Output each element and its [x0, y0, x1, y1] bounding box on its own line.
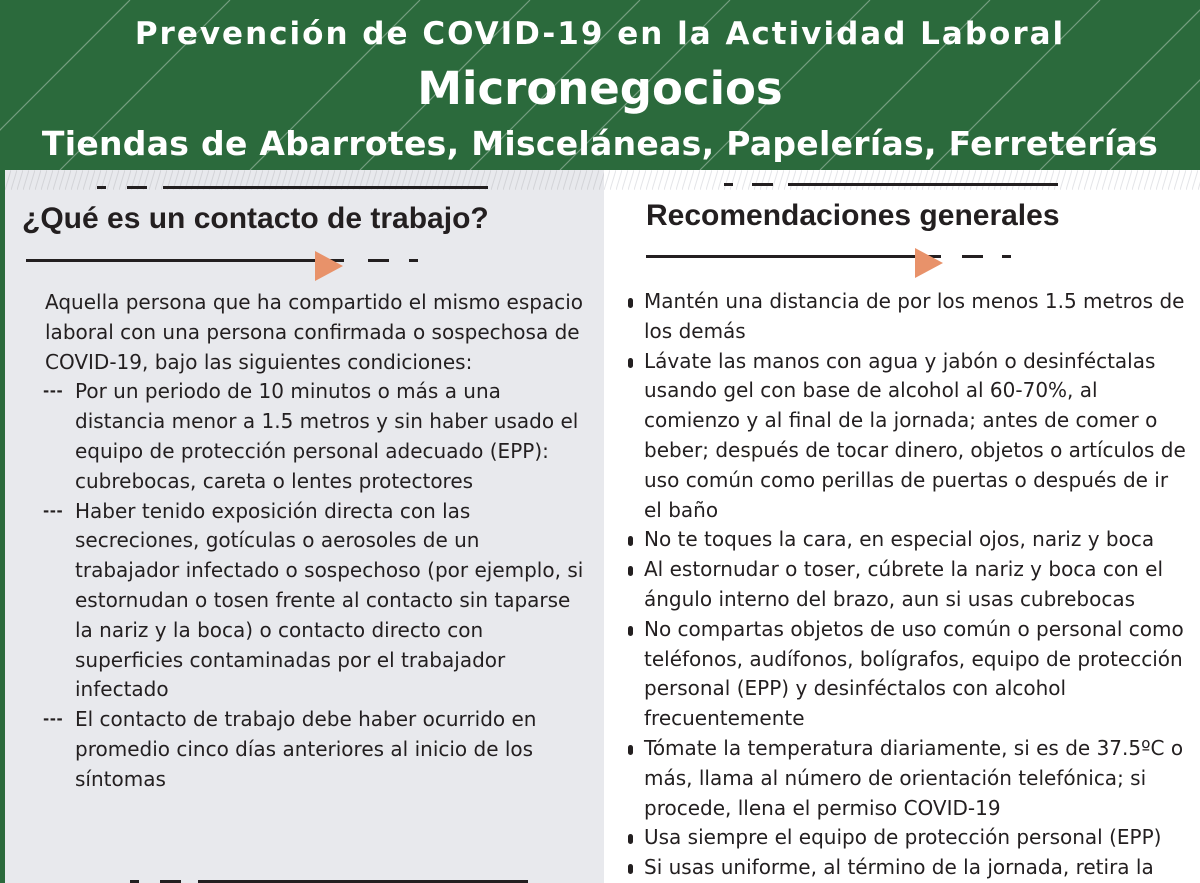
contact-definition-text [45, 288, 590, 795]
dash-decoration [788, 183, 1058, 186]
document-subtitle: Micronegocios [417, 62, 783, 115]
list-item [628, 853, 1188, 883]
list-item [628, 555, 1188, 615]
bullet-icon [628, 745, 633, 755]
bullet-icon [628, 864, 633, 874]
list-item [628, 525, 1188, 555]
list-item [45, 705, 590, 794]
list-item-text: El contacto de trabajo debe haber ocurrido en promedio cinco días anteriores al inicio de los síntomas [75, 707, 537, 791]
header-banner [0, 0, 1200, 170]
dash-decoration [1002, 255, 1011, 258]
list-item [45, 377, 590, 496]
business-types: Tiendas de Abarrotes, Misceláneas, Papelerías, Ferreterías [41, 124, 1159, 163]
list-item [45, 497, 590, 706]
list-item-text: Por un periodo de 10 minutos o más a una distancia menor a 1.5 metros y sin haber usado el equipo de protección personal adecuado (EPP): cubrebocas, careta o lentes protectores [75, 379, 579, 493]
dash-decoration [127, 186, 147, 189]
dash-decoration [97, 186, 106, 189]
recommendations-text [628, 287, 1188, 883]
underline-decoration [646, 255, 941, 258]
list-item-text: Usa siempre el equipo de protección personal (EPP) [644, 825, 1162, 850]
list-item-text: Tómate la temperatura diariamente, si es de 37.5ºC o más, llama al número de orientación telefónica; si procede, llena el permiso COVID-19 [644, 735, 1184, 820]
bullet-icon [628, 358, 633, 368]
list-item-text: No te toques la cara, en especial ojos, nariz y boca [644, 527, 1155, 552]
dash-decoration [962, 255, 983, 258]
list-item [628, 347, 1188, 526]
dash-decoration [163, 186, 488, 189]
bullet-icon [628, 834, 633, 844]
list-item-text: Al estornudar o toser, cúbrete la nariz y boca con el ángulo interno del brazo, aun si usas cubrebocas [644, 557, 1164, 611]
list-item [628, 734, 1188, 823]
dash-bullet-icon: --- [43, 382, 64, 401]
recommendations-heading: Recomendaciones generales [646, 199, 1060, 232]
triangle-arrow-icon [315, 251, 343, 281]
condition-list [45, 377, 590, 794]
document-title: Prevención de COVID-19 en la Actividad Laboral [134, 16, 1066, 52]
recommendation-list [628, 287, 1188, 883]
dash-decoration [368, 259, 389, 262]
dash-decoration [752, 183, 773, 186]
list-item-text: Si usas uniforme, al término de la jornada, retira la [644, 855, 1154, 880]
bullet-icon [628, 298, 633, 308]
list-item [628, 823, 1188, 853]
list-item-text: Haber tenido exposición directa con las secreciones, gotículas o aerosoles de un trabajador infectado o sospechoso (por ejemplo, si estornudan o tosen frente al contacto sin taparse la nariz y la boca) o contacto directo con superficies contaminadas por el trabajador infectado [75, 498, 584, 702]
contact-heading: ¿Qué es un contacto de trabajo? [22, 202, 489, 235]
bullet-icon [628, 566, 633, 576]
hatch-pattern-decoration [604, 170, 1200, 190]
contact-intro: Aquella persona que ha compartido el mismo espacio laboral con una persona confirmada o sospechosa de COVID-19, bajo las siguientes condiciones: [45, 290, 584, 374]
list-item-text: No compartas objetos de uso común o personal como teléfonos, audífonos, bolígrafos, equipo de protección personal (EPP) y desinféctalos con alcohol frecuentemente [644, 616, 1184, 731]
dash-bullet-icon: --- [43, 710, 64, 729]
dash-decoration [409, 259, 418, 262]
bullet-icon [628, 626, 633, 636]
dash-decoration [724, 183, 733, 186]
list-item-text: Mantén una distancia de por los menos 1.5 metros de los demás [644, 289, 1185, 343]
dash-bullet-icon: --- [43, 501, 64, 520]
underline-decoration [26, 259, 344, 262]
bullet-icon [628, 536, 633, 546]
list-item [628, 615, 1188, 734]
triangle-arrow-icon [915, 248, 943, 278]
list-item [628, 287, 1188, 347]
list-item-text: Lávate las manos con agua y jabón o desinféctalas usando gel con base de alcohol al 60-70%, al comienzo y al final de la jornada; antes de comer o beber; después de tocar dinero, objetos o artículos de uso común como perillas de puertas o después de ir el baño [644, 348, 1186, 522]
